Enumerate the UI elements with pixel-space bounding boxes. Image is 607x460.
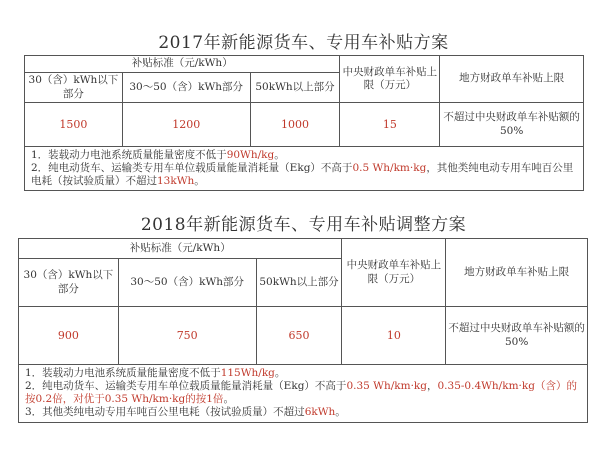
header-tier-1: 30（含）kWh以下部分 bbox=[19, 259, 119, 307]
title-2018: 2018年新能源货车、专用车补贴调整方案 bbox=[140, 215, 467, 235]
header-tier-2: 30～50（含）kWh部分 bbox=[118, 259, 256, 307]
header-tier-1: 30（含）kWh以下部分 bbox=[25, 73, 123, 103]
header-local-cap: 地方财政单车补贴上限 bbox=[440, 56, 584, 103]
note-1: 1．装载动力电池系统质量能量密度不低于90Wh/kg。 bbox=[31, 149, 285, 161]
header-tier-3: 50kWh以上部分 bbox=[256, 259, 342, 307]
value-tier-3: 1000 bbox=[250, 103, 340, 147]
header-local-cap: 地方财政单车补贴上限 bbox=[446, 239, 588, 307]
header-subsidy-standard: 补贴标准（元/kWh） bbox=[19, 239, 342, 259]
value-tier-2: 750 bbox=[118, 307, 256, 365]
value-central-cap: 10 bbox=[342, 307, 446, 365]
header-tier-2: 30～50（含）kWh部分 bbox=[122, 73, 250, 103]
note-2: 2．纯电动货车、运输类专用车单位载质量能量消耗量（Ekg）不高于0.35 Wh/km·kg，0.35-0.4Wh/km·kg（含）的按0.2倍，对优于0.35 Wh/km·kg的按1倍。 bbox=[25, 380, 577, 406]
note-3: 3．其他类纯电动专用车吨百公里电耗（按试验质量）不超过6kWh。 bbox=[25, 406, 346, 419]
value-local-cap: 不超过中央财政单车补贴额的50% bbox=[440, 103, 584, 147]
subsidy-table-2017 bbox=[24, 55, 584, 191]
subsidy-table-2018 bbox=[18, 238, 588, 423]
header-tier-3: 50kWh以上部分 bbox=[250, 73, 340, 103]
title-2017: 2017年新能源货车、专用车补贴方案 bbox=[158, 33, 449, 53]
note-1: 1．装载动力电池系统质量能量密度不低于115Wh/kg。 bbox=[25, 367, 286, 379]
header-subsidy-standard: 补贴标准（元/kWh） bbox=[25, 56, 340, 73]
header-central-cap: 中央财政单车补贴上限（万元） bbox=[340, 56, 440, 103]
notes-2018 bbox=[19, 365, 588, 423]
value-tier-3: 650 bbox=[256, 307, 342, 365]
notes-2017 bbox=[25, 147, 584, 191]
value-local-cap: 不超过中央财政单车补贴额的50% bbox=[446, 307, 588, 365]
value-tier-1: 1500 bbox=[25, 103, 123, 147]
note-2: 2．纯电动货车、运输类专用车单位载质量能量消耗量（Ekg）不高于0.5 Wh/km·kg，其他类纯电动专用车吨百公里电耗（按试验质量）不超过13kWh。 bbox=[31, 162, 574, 188]
value-tier-2: 1200 bbox=[122, 103, 250, 147]
value-tier-1: 900 bbox=[19, 307, 119, 365]
header-central-cap: 中央财政单车补贴上限（万元） bbox=[342, 239, 446, 307]
value-central-cap: 15 bbox=[340, 103, 440, 147]
